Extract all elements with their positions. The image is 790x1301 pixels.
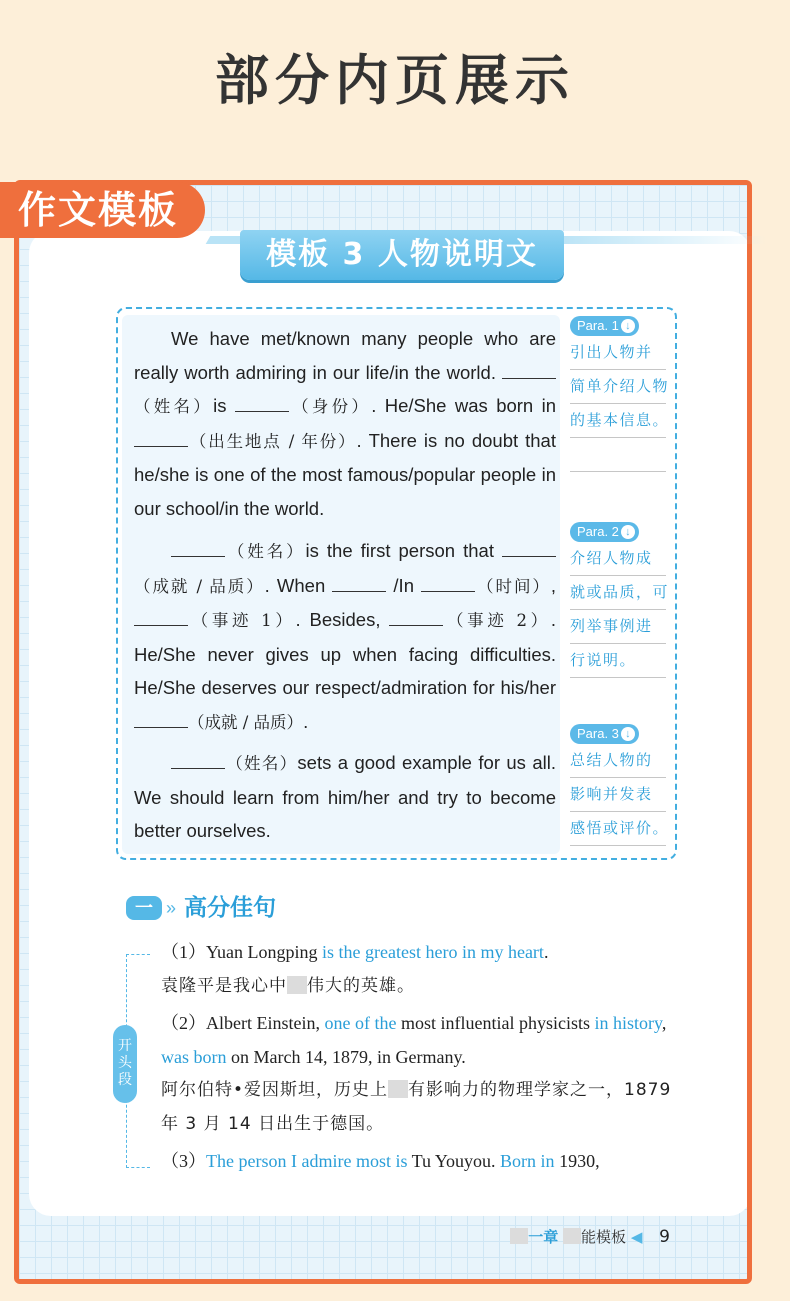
template-title-banner: 模板 3 人物说明文 (240, 230, 564, 280)
fill-in-blank (134, 708, 188, 728)
side-note-line: 总结人物的 (570, 744, 666, 778)
text-run: （1）Yuan Longping (161, 942, 322, 962)
sentence-item (161, 1007, 677, 1141)
text-run: 袁隆平是我心中 (161, 975, 287, 996)
chinese-hint: （姓名） (134, 397, 214, 417)
chinese-hint: （身份） (288, 397, 372, 417)
side-note-para-3 (570, 724, 670, 846)
fill-in-blank (171, 538, 225, 558)
para-tag: Para. 2 ↓ (570, 522, 639, 542)
redacted-char (287, 976, 307, 994)
double-chevron-icon: » (166, 898, 177, 918)
text-run: is (213, 395, 235, 417)
chinese-hint: （事迹 1） (188, 611, 296, 631)
highlight-phrase: The person I admire most is (206, 1151, 408, 1171)
text-run: . Besides, (295, 609, 390, 631)
fill-in-blank (332, 572, 386, 592)
text-run: , (661, 1013, 667, 1033)
redacted-char (563, 1228, 581, 1244)
banner-wing-right (556, 236, 766, 244)
fill-in-blank (171, 750, 225, 770)
sentence-english (161, 1145, 677, 1179)
section-title: 高分佳句 (184, 895, 276, 921)
template-paragraph-1 (134, 322, 556, 526)
text-run: . (303, 710, 309, 732)
side-note-line: 简单介绍人物 (570, 370, 666, 404)
text-run: . He/She never gives up when facing difficulties. He/She deserves our respect/admiration for his/her (134, 609, 556, 699)
side-note-line: 影响并发表 (570, 778, 666, 812)
redacted-char (510, 1228, 528, 1244)
text-run: /In (386, 574, 422, 596)
text-run: . There is no doubt that he/she is one of the most famous/popular people in our school/in the world. (134, 429, 556, 519)
sentence-chinese (161, 1074, 677, 1141)
text-run: . He/She was born in (371, 395, 557, 417)
section-label: 作文模板 (0, 182, 205, 238)
side-note-line: 行说明。 (570, 644, 666, 678)
text-run: We have met/known many people who are really worth admiring in our life/in the world. (134, 328, 556, 383)
sentence-english (161, 1007, 677, 1074)
text-run: most influential physicists (396, 1013, 595, 1033)
highlight-phrase: is the greatest hero in my heart (322, 942, 544, 962)
template-paragraph-3 (134, 746, 556, 848)
para-tag: Para. 3 ↓ (570, 724, 639, 744)
fill-in-blank (134, 427, 188, 447)
text-run: Tu Youyou. (407, 1151, 501, 1171)
side-note-line: 引出人物并 (570, 336, 666, 370)
side-note-para-1 (570, 316, 670, 472)
text-run: （3） (161, 1151, 206, 1171)
text-run: is the first person that (305, 540, 502, 561)
fill-in-blank (389, 607, 443, 627)
fill-in-blank (235, 393, 289, 413)
sentence-english (161, 936, 677, 970)
sentence-list (161, 936, 677, 1183)
page-number: 9 (659, 1227, 670, 1247)
fill-in-blank (502, 538, 556, 558)
section-number: 一 (126, 896, 162, 920)
text-run: sets a good example for us all. We should learn from him/her and try to become better ourselves. (134, 752, 557, 842)
side-note-line: 的基本信息。 (570, 404, 666, 438)
page-heading: 部分内页展示 (215, 49, 575, 112)
fill-in-blank (134, 607, 188, 627)
side-note-line: 列举事例进 (570, 610, 666, 644)
footer-chapter: 一章 (528, 1228, 559, 1246)
side-note-para-2 (570, 522, 670, 678)
chinese-hint: （成就 / 品质） (188, 712, 304, 732)
sentence-item (161, 936, 677, 1003)
text-run: . When (264, 574, 333, 596)
chinese-hint: （出生地点 / 年份） (188, 431, 357, 451)
redacted-char (388, 1080, 408, 1098)
text-run: . (543, 942, 549, 962)
text-run: （2）Albert Einstein, (161, 1013, 325, 1033)
fill-in-blank (421, 572, 475, 592)
template-paragraph-2 (134, 534, 556, 740)
side-note-line: 介绍人物成 (570, 542, 666, 576)
sentence-item (161, 1145, 677, 1179)
sentence-chinese (161, 970, 677, 1004)
chinese-hint: （姓名） (225, 754, 298, 773)
highlight-phrase: one of the (324, 1013, 397, 1033)
chinese-hint: （事迹 2） (443, 611, 551, 631)
footer-section: 能模板 (581, 1228, 627, 1246)
text-run: 1930, (554, 1151, 600, 1171)
highlight-phrase: Born in (500, 1151, 555, 1171)
page-footer (510, 1226, 670, 1248)
text-run: 伟大的英雄。 (307, 975, 415, 996)
triangle-left-icon: ◀ (630, 1228, 643, 1246)
side-note-line: 感悟或评价。 (570, 812, 666, 846)
opening-paragraph-label: 开头段 (113, 1025, 137, 1103)
highlight-phrase: in history (594, 1013, 662, 1033)
text-run: , (550, 574, 556, 596)
chinese-hint: （姓名） (225, 542, 306, 561)
chinese-hint: （时间） (475, 576, 551, 596)
text-run: 有影响力的物理学家之一，1879 年 3 月 14 日出生于德国。 (161, 1080, 672, 1134)
text-run: 阿尔伯特•爱因斯坦，历史上 (161, 1080, 389, 1100)
side-note-line (570, 438, 666, 472)
highlight-phrase: was born (161, 1046, 227, 1067)
chinese-hint: （成就 / 品质） (134, 576, 265, 596)
para-tag: Para. 1 ↓ (570, 316, 639, 336)
text-run: on March 14, 1879, in Germany. (226, 1046, 466, 1067)
fill-in-blank (502, 359, 556, 379)
side-note-line: 就或品质，可 (570, 576, 666, 610)
